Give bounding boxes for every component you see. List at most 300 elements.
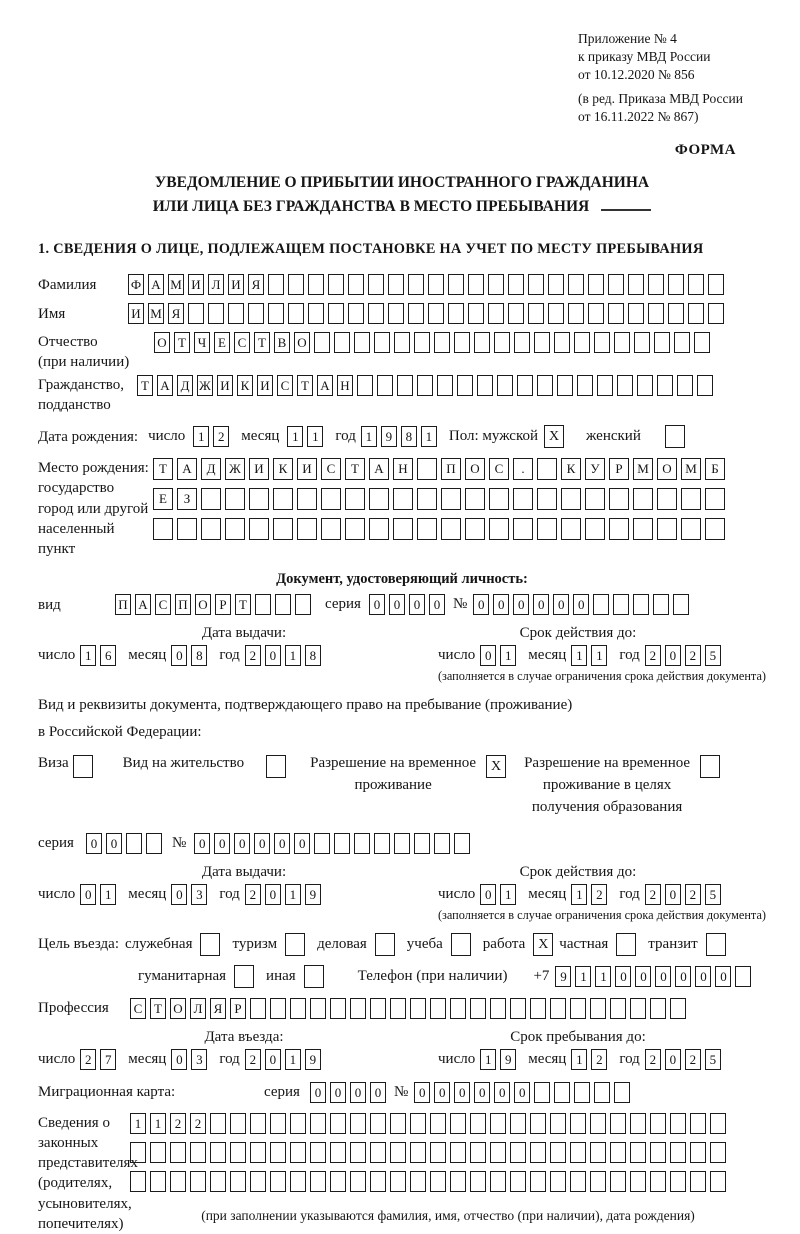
char-cell: М	[681, 458, 701, 480]
char-cell: Ж	[197, 375, 213, 396]
purpose-humanitarian-label: гуманитарная	[138, 967, 227, 984]
char-cell	[470, 1113, 486, 1134]
field-profession	[38, 998, 766, 1019]
char-cell: 1	[571, 1049, 587, 1070]
purpose-tourism-checkbox	[285, 933, 305, 956]
char-cell: 0	[533, 594, 549, 615]
char-cell: 9	[305, 1049, 321, 1070]
validity-note: (заполняется в случае ограничения срока действия документа)	[437, 907, 766, 922]
day-label: число	[438, 647, 476, 664]
permit-number-label: №	[171, 834, 187, 851]
char-cell: 1	[130, 1113, 146, 1134]
char-cell	[508, 303, 524, 324]
char-cell	[588, 303, 604, 324]
char-cell	[674, 332, 690, 353]
profession-label: Профессия	[38, 1000, 109, 1016]
field-birth-place	[38, 458, 766, 559]
month-label: месяц	[128, 885, 167, 902]
permit-issue-line	[38, 884, 390, 905]
mig-series-label: серия	[264, 1083, 300, 1100]
char-cell	[268, 274, 284, 295]
char-cell	[225, 488, 245, 510]
permit-valid-year-cells	[645, 884, 721, 905]
purpose-study-checkbox	[451, 933, 471, 956]
birth-date-label: Дата рождения:	[38, 428, 139, 445]
char-cell	[414, 332, 430, 353]
char-cell: 1	[571, 645, 587, 666]
char-cell: Я	[168, 303, 184, 324]
char-cell	[561, 518, 581, 540]
purpose-tourism-label: туризм	[232, 935, 278, 952]
char-cell	[633, 488, 653, 510]
char-cell: 1	[500, 645, 516, 666]
patronymic-label: Отчество (при наличии)	[38, 334, 130, 371]
title-blank-line	[601, 195, 651, 211]
char-cell	[295, 594, 311, 615]
char-cell	[470, 1142, 486, 1163]
surname-cells	[128, 274, 724, 295]
char-cell	[170, 1171, 186, 1192]
field-entry-purpose	[38, 933, 766, 956]
char-cell: 2	[645, 1049, 661, 1070]
char-cell	[348, 303, 364, 324]
char-cell	[348, 274, 364, 295]
char-cell: 0	[573, 594, 589, 615]
char-cell	[594, 1082, 610, 1103]
char-cell	[450, 1171, 466, 1192]
char-cell	[430, 1171, 446, 1192]
char-cell	[350, 998, 366, 1019]
char-cell: Т	[345, 458, 365, 480]
char-cell	[297, 518, 317, 540]
permit-issue-header: Дата выдачи:	[201, 863, 287, 880]
purpose-other-label: иная	[266, 967, 296, 984]
purpose-private-label: частная	[559, 935, 609, 952]
char-cell: И	[217, 375, 233, 396]
visa-label: Виза	[38, 755, 69, 772]
purpose-private-checkbox	[616, 933, 636, 956]
char-cell	[297, 488, 317, 510]
char-cell	[393, 488, 413, 510]
doc-series-cells	[369, 594, 445, 615]
char-cell: 0	[265, 645, 281, 666]
valid-year-cells	[645, 645, 721, 666]
char-cell	[653, 594, 669, 615]
purpose-other-checkbox	[304, 965, 324, 988]
char-cell	[650, 1171, 666, 1192]
legal-reps-cells-1	[130, 1113, 766, 1134]
char-cell	[417, 518, 437, 540]
char-cell: 8	[305, 645, 321, 666]
char-cell	[417, 375, 433, 396]
char-cell	[530, 998, 546, 1019]
char-cell: 0	[194, 833, 210, 854]
char-cell	[210, 1113, 226, 1134]
char-cell	[490, 1171, 506, 1192]
char-cell	[610, 1113, 626, 1134]
char-cell: 0	[310, 1082, 326, 1103]
permit-series-label: серия	[38, 835, 74, 851]
char-cell: Б	[705, 458, 725, 480]
char-cell	[668, 274, 684, 295]
permit-valid-day-cells	[480, 884, 516, 905]
char-cell	[270, 1171, 286, 1192]
char-cell	[270, 998, 286, 1019]
char-cell	[394, 833, 410, 854]
char-cell: С	[155, 594, 171, 615]
char-cell	[681, 488, 701, 510]
birth-place-cells-2	[153, 488, 725, 510]
char-cell	[613, 594, 629, 615]
residence-doc-text-2: в Российской Федерации:	[38, 723, 202, 740]
char-cell	[513, 488, 533, 510]
char-cell	[477, 375, 493, 396]
year-label: год	[335, 428, 356, 445]
char-cell	[681, 518, 701, 540]
day-label: число	[438, 885, 476, 902]
char-cell: 1	[285, 1049, 301, 1070]
permit-number-cells	[194, 833, 470, 854]
char-cell	[610, 998, 626, 1019]
char-cell	[437, 375, 453, 396]
char-cell	[537, 458, 557, 480]
char-cell	[710, 1142, 726, 1163]
legal-reps-note: (при заполнении указываются фамилия, имя, отчество (при наличии), дата рождения)	[201, 1207, 695, 1223]
char-cell	[390, 1113, 406, 1134]
char-cell: Р	[609, 458, 629, 480]
option-residence-permit	[123, 753, 286, 778]
char-cell: 0	[429, 594, 445, 615]
char-cell: С	[130, 998, 146, 1019]
char-cell	[633, 594, 649, 615]
char-cell	[630, 998, 646, 1019]
char-cell: 0	[665, 884, 681, 905]
char-cell	[673, 594, 689, 615]
char-cell	[250, 1142, 266, 1163]
char-cell	[369, 518, 389, 540]
char-cell	[637, 375, 653, 396]
issue-day-cells	[80, 645, 116, 666]
char-cell: А	[157, 375, 173, 396]
char-cell	[650, 1113, 666, 1134]
char-cell: 8	[401, 426, 417, 447]
char-cell	[370, 1171, 386, 1192]
purpose-transit-label: транзит	[648, 935, 698, 952]
phone-prefix: +7	[533, 967, 550, 984]
char-cell	[489, 518, 509, 540]
legal-reps-rows	[130, 1113, 766, 1224]
char-cell	[590, 998, 606, 1019]
char-cell: 7	[100, 1049, 116, 1070]
char-cell	[210, 1171, 226, 1192]
permit-valid-block	[390, 864, 766, 905]
char-cell: 0	[675, 966, 691, 987]
char-cell: М	[168, 274, 184, 295]
permit-valid-month-cells	[571, 884, 607, 905]
char-cell: А	[148, 274, 164, 295]
char-cell	[290, 1142, 306, 1163]
char-cell: 9	[381, 426, 397, 447]
char-cell	[270, 1142, 286, 1163]
valid-until-line	[390, 645, 766, 666]
char-cell: 2	[190, 1113, 206, 1134]
char-cell	[534, 1082, 550, 1103]
char-cell: 1	[287, 426, 303, 447]
title-line-2: ИЛИ ЛИЦА БЕЗ ГРАЖДАНСТВА В МЕСТО ПРЕБЫВАНИЯ	[38, 195, 766, 219]
char-cell	[321, 488, 341, 510]
char-cell	[530, 1171, 546, 1192]
char-cell	[568, 303, 584, 324]
char-cell	[417, 458, 437, 480]
given-name-label: Имя	[38, 305, 66, 322]
edu-permit-checkbox	[700, 755, 720, 778]
char-cell	[568, 274, 584, 295]
char-cell	[369, 488, 389, 510]
char-cell	[630, 1142, 646, 1163]
char-cell	[468, 303, 484, 324]
stay-month-cells	[571, 1049, 607, 1070]
char-cell	[288, 274, 304, 295]
char-cell	[710, 1113, 726, 1134]
char-cell	[735, 966, 751, 987]
char-cell: А	[177, 458, 197, 480]
year-label: год	[619, 885, 640, 902]
char-cell	[354, 833, 370, 854]
char-cell: Р	[230, 998, 246, 1019]
field-entry-purpose-2	[38, 965, 766, 988]
char-cell: О	[170, 998, 186, 1019]
char-cell	[688, 303, 704, 324]
char-cell	[690, 1142, 706, 1163]
char-cell	[488, 303, 504, 324]
char-cell	[250, 998, 266, 1019]
purpose-official-label: служебная	[124, 935, 193, 952]
char-cell	[190, 1142, 206, 1163]
char-cell	[561, 488, 581, 510]
char-cell	[308, 274, 324, 295]
char-cell	[290, 998, 306, 1019]
char-cell: Я	[210, 998, 226, 1019]
char-cell	[268, 303, 284, 324]
char-cell	[497, 375, 513, 396]
char-cell: В	[274, 332, 290, 353]
char-cell: 0	[434, 1082, 450, 1103]
residence-permit-checkbox	[266, 755, 286, 778]
char-cell: 0	[171, 645, 187, 666]
char-cell: 0	[409, 594, 425, 615]
char-cell: О	[294, 332, 310, 353]
char-cell	[528, 274, 544, 295]
day-label: число	[148, 428, 186, 445]
char-cell	[146, 833, 162, 854]
char-cell: 6	[100, 645, 116, 666]
char-cell	[328, 274, 344, 295]
char-cell: 1	[285, 645, 301, 666]
char-cell	[577, 375, 593, 396]
char-cell	[417, 488, 437, 510]
char-cell: К	[237, 375, 253, 396]
char-cell: 2	[591, 884, 607, 905]
permit-dates	[38, 864, 766, 905]
char-cell	[634, 332, 650, 353]
year-label: год	[619, 1050, 640, 1067]
char-cell: И	[128, 303, 144, 324]
char-cell	[590, 1171, 606, 1192]
char-cell	[470, 1171, 486, 1192]
char-cell	[230, 1171, 246, 1192]
char-cell	[514, 332, 530, 353]
char-cell: Д	[177, 375, 193, 396]
month-label: месяц	[528, 1050, 567, 1067]
char-cell	[490, 998, 506, 1019]
char-cell: 5	[705, 645, 721, 666]
char-cell: А	[135, 594, 151, 615]
char-cell	[275, 594, 291, 615]
day-label: число	[438, 1050, 476, 1067]
char-cell	[377, 375, 393, 396]
phone-label: Телефон (при наличии)	[357, 967, 508, 984]
char-cell: 0	[214, 833, 230, 854]
char-cell: 0	[480, 884, 496, 905]
char-cell	[585, 488, 605, 510]
char-cell: Е	[214, 332, 230, 353]
char-cell: 0	[695, 966, 711, 987]
purpose-business-label: деловая	[317, 935, 367, 952]
char-cell: 0	[513, 594, 529, 615]
char-cell	[390, 1171, 406, 1192]
year-label: год	[219, 1050, 240, 1067]
char-cell	[513, 518, 533, 540]
char-cell: Н	[393, 458, 413, 480]
char-cell: 2	[685, 645, 701, 666]
char-cell	[290, 1171, 306, 1192]
char-cell	[150, 1171, 166, 1192]
permit-valid-header: Срок действия до:	[519, 863, 637, 880]
char-cell	[670, 1113, 686, 1134]
char-cell	[310, 1171, 326, 1192]
char-cell: С	[234, 332, 250, 353]
day-label: число	[38, 647, 76, 664]
char-cell	[368, 303, 384, 324]
validity-note: (заполняется в случае ограничения срока действия документа)	[437, 669, 766, 684]
char-cell: П	[115, 594, 131, 615]
char-cell: 0	[265, 1049, 281, 1070]
char-cell: 0	[80, 884, 96, 905]
patronymic-cells	[154, 332, 710, 353]
year-label: год	[219, 885, 240, 902]
purpose-official-checkbox	[200, 933, 220, 956]
field-birth-date	[38, 425, 766, 448]
entry-month-cells	[171, 1049, 207, 1070]
purpose-study-label: учеба	[406, 935, 443, 952]
stay-until-line	[390, 1049, 766, 1070]
char-cell: 0	[171, 1049, 187, 1070]
char-cell	[314, 332, 330, 353]
permit-issue-year-cells	[245, 884, 321, 905]
char-cell	[668, 303, 684, 324]
char-cell	[570, 1171, 586, 1192]
char-cell	[657, 488, 677, 510]
char-cell	[557, 375, 573, 396]
char-cell: 0	[715, 966, 731, 987]
identity-doc-heading: Документ, удостоверяющий личность:	[276, 571, 528, 588]
doc-kind-cells	[115, 594, 311, 615]
char-cell	[430, 998, 446, 1019]
char-cell	[590, 1142, 606, 1163]
valid-month-cells	[571, 645, 607, 666]
mig-number-label: №	[393, 1083, 409, 1100]
char-cell	[390, 1142, 406, 1163]
char-cell	[534, 332, 550, 353]
char-cell	[428, 303, 444, 324]
char-cell	[177, 518, 197, 540]
char-cell: 2	[685, 884, 701, 905]
char-cell	[630, 1171, 646, 1192]
char-cell	[450, 998, 466, 1019]
char-cell: 0	[171, 884, 187, 905]
char-cell	[590, 1113, 606, 1134]
char-cell: И	[228, 274, 244, 295]
char-cell	[510, 998, 526, 1019]
char-cell	[608, 303, 624, 324]
valid-until-block	[390, 625, 766, 666]
char-cell	[410, 1142, 426, 1163]
residence-doc-text-1: Вид и реквизиты документа, подтверждающего право на пребывание (проживание)	[38, 697, 573, 714]
sex-male-label: Пол: мужской	[448, 428, 539, 445]
citizenship-cells	[137, 375, 713, 396]
char-cell	[517, 375, 533, 396]
char-cell	[397, 375, 413, 396]
char-cell: 0	[370, 1082, 386, 1103]
char-cell: Л	[190, 998, 206, 1019]
char-cell	[414, 833, 430, 854]
profession-cells	[130, 998, 686, 1019]
char-cell	[468, 274, 484, 295]
identity-doc-dates	[38, 625, 766, 666]
char-cell	[694, 332, 710, 353]
char-cell	[510, 1113, 526, 1134]
char-cell	[670, 1142, 686, 1163]
char-cell: 9	[500, 1049, 516, 1070]
issue-date-line	[38, 645, 390, 666]
char-cell	[530, 1142, 546, 1163]
char-cell	[150, 1142, 166, 1163]
mig-series-cells	[310, 1082, 386, 1103]
doc-kind-label: вид	[38, 596, 61, 613]
char-cell: С	[489, 458, 509, 480]
char-cell: 0	[514, 1082, 530, 1103]
doc-number-cells	[473, 594, 689, 615]
char-cell: 2	[213, 426, 229, 447]
char-cell: 3	[191, 884, 207, 905]
residence-permit-label: Вид на жительство	[122, 755, 245, 772]
char-cell	[410, 1113, 426, 1134]
char-cell	[390, 998, 406, 1019]
char-cell: И	[249, 458, 269, 480]
char-cell	[574, 332, 590, 353]
issue-date-header: Дата выдачи:	[201, 625, 287, 642]
char-cell	[610, 1142, 626, 1163]
field-surname	[38, 274, 766, 295]
char-cell: 1	[500, 884, 516, 905]
char-cell	[609, 518, 629, 540]
valid-until-header: Срок действия до:	[519, 625, 637, 642]
annex-line: от 10.12.2020 № 856	[578, 67, 695, 83]
char-cell: И	[257, 375, 273, 396]
char-cell	[350, 1142, 366, 1163]
char-cell	[450, 1113, 466, 1134]
char-cell	[428, 274, 444, 295]
